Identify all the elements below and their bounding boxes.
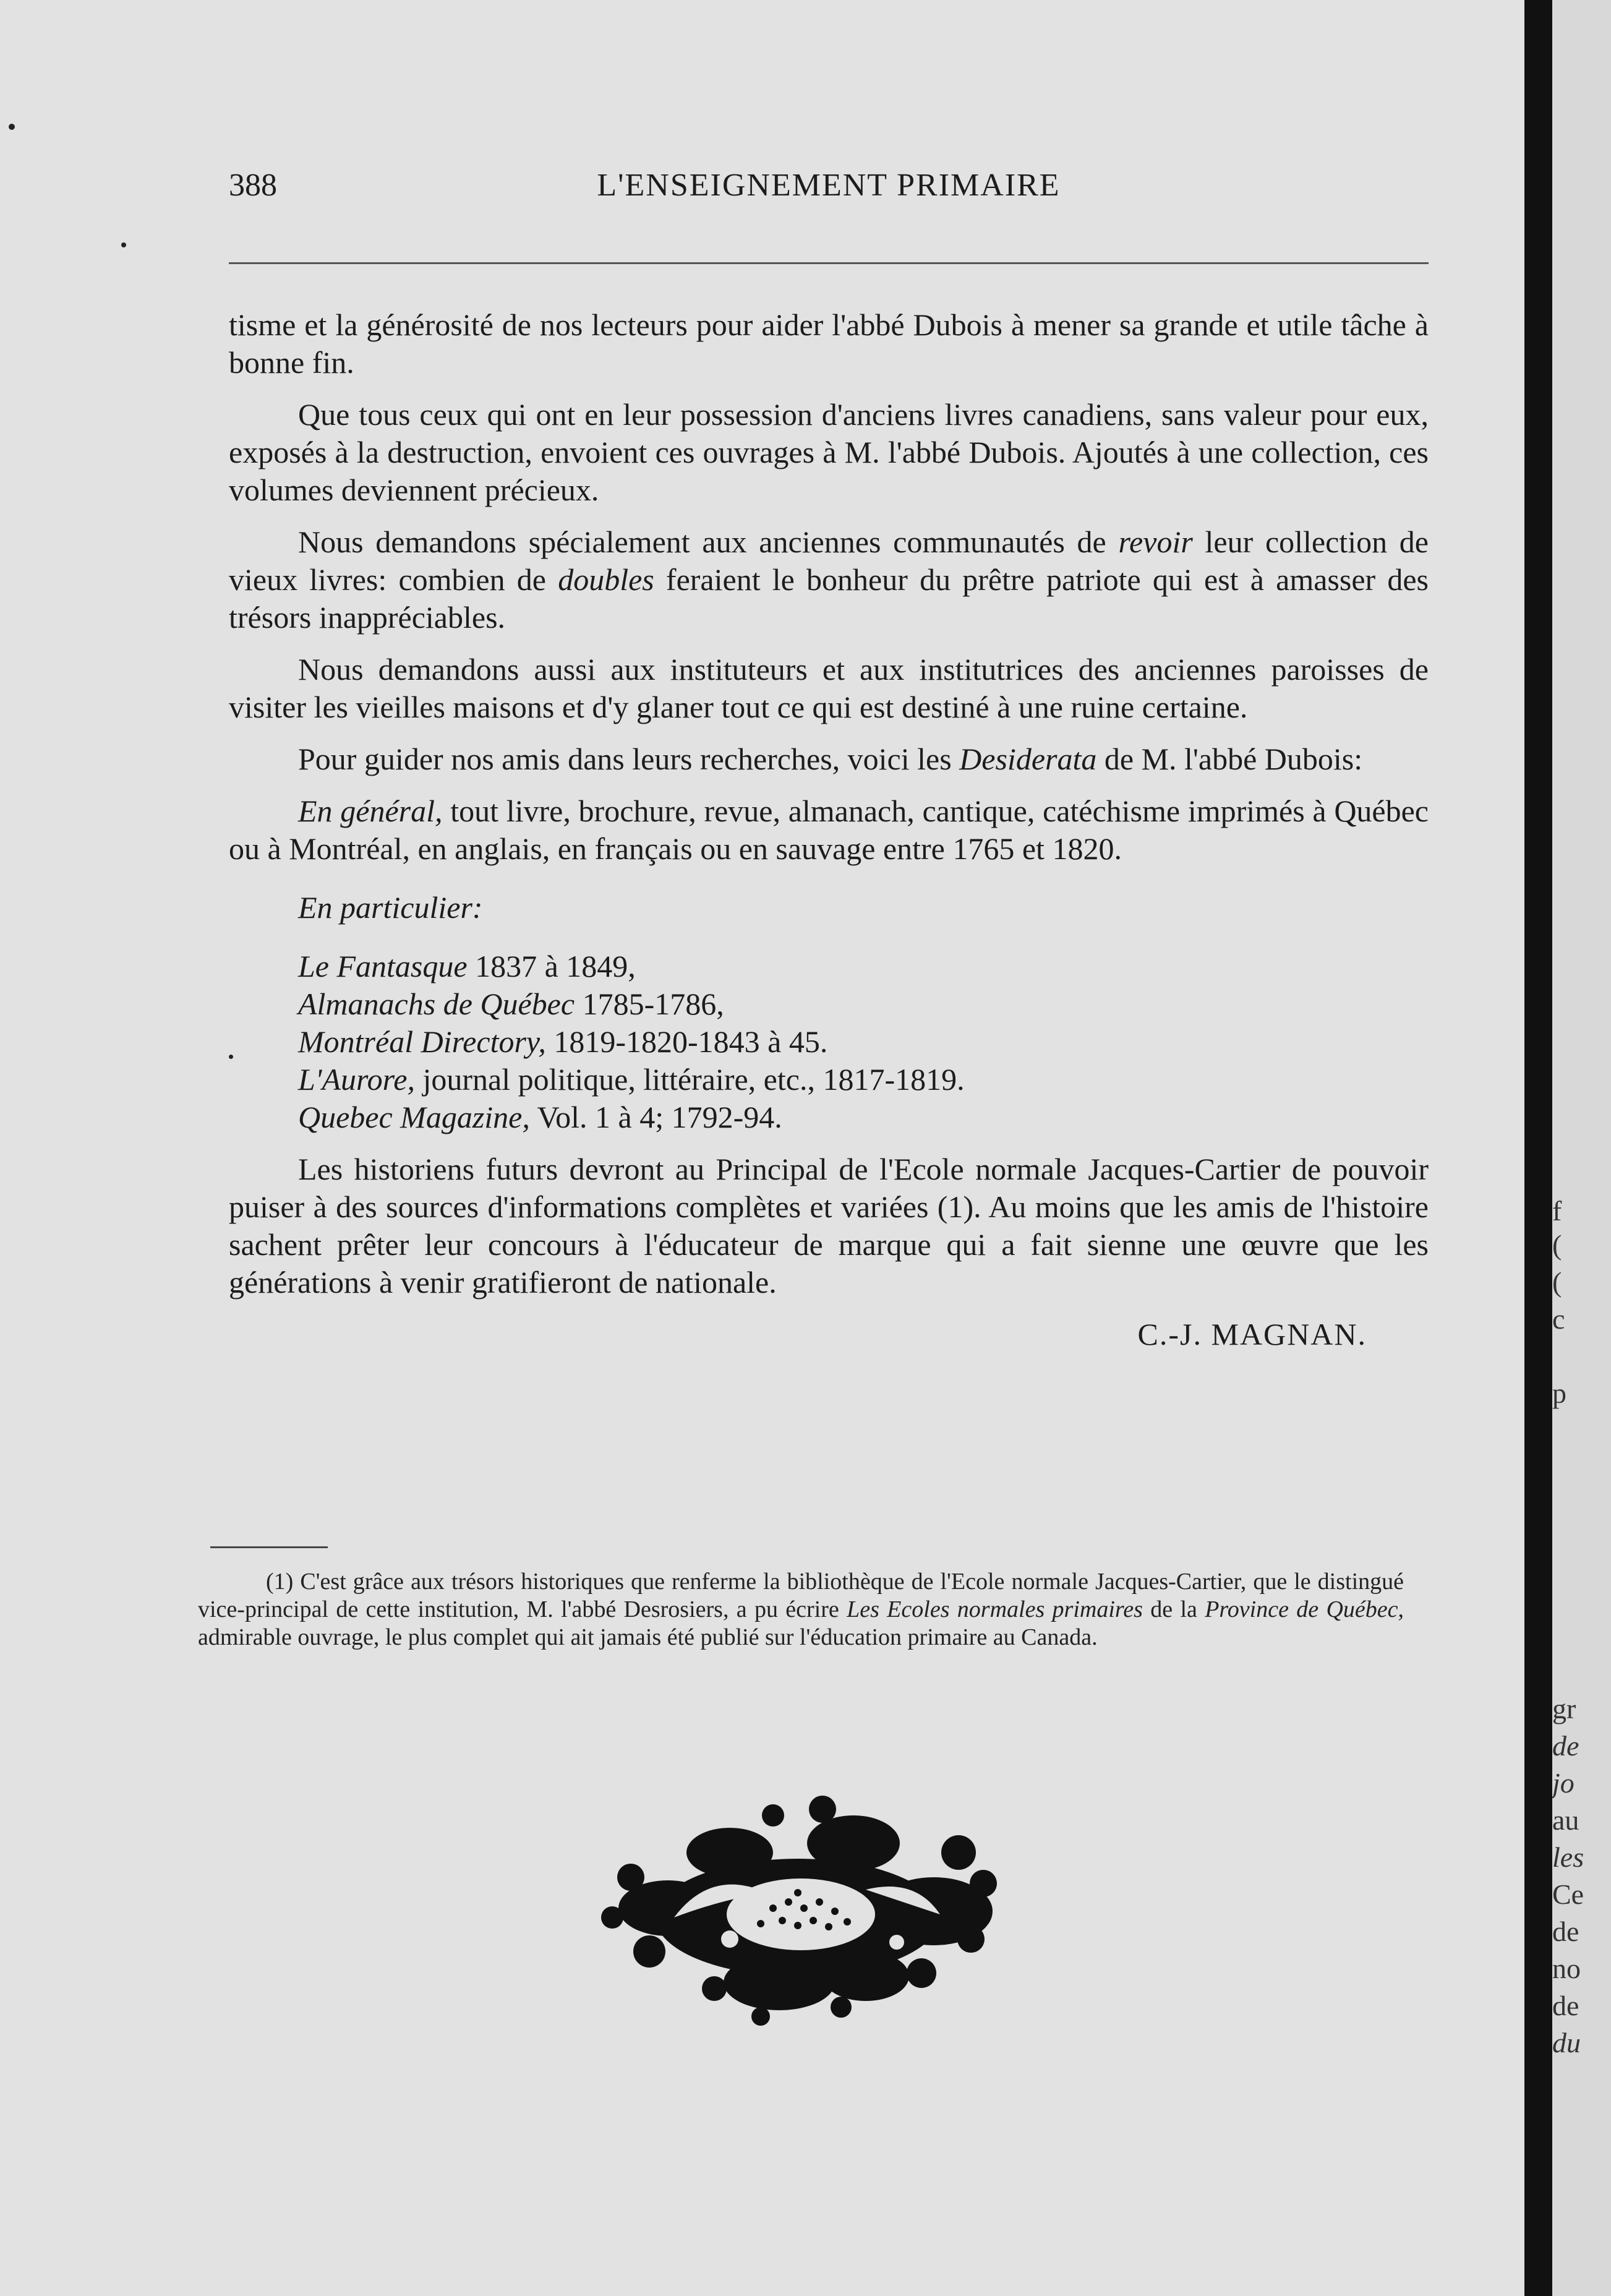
list-item: L'Aurore, journal politique, littéraire, etc., 1817-1819.	[298, 1062, 965, 1097]
paragraph-2: Que tous ceux qui ont en leur possession d'anciens livres canadiens, sans valeur pour eux, exposés à la destruction, envoient ces ouvrages à M. l'abbé Dubois. Ajoutés à une collection, ces volumes deviennent précieux.	[229, 397, 1429, 507]
paragraph-3: Nous demandons spécialement aux anciennes communautés de revoir leur collection de vieux livres: combien de doubles feraient le bonheur du prêtre patriote qui est à amasser des trésors inappréciables.	[229, 525, 1429, 635]
paragraph-8: Les historiens futurs devront au Principal de l'Ecole normale Jacques-Cartier de pouvoir puiser à des sources d'informations complètes et variées (1). Au moins que les amis de l'histoire sachent prêter leur concours à l'éducateur de marque qui a fait sienne une œuvre que les générations à venir gratifieront de nationale.	[229, 1152, 1429, 1300]
paragraph-1: tisme et la générosité de nos lecteurs pour aider l'abbé Dubois à mener sa grande et utile tâche à bonne fin.	[229, 307, 1429, 380]
footnote: (1) C'est grâce aux trésors historiques que renferme la bibliothèque de l'Ecole normale Jacques-Cartier, que le distingué vice-principal de cette institution, M. l'abbé Desrosiers, a pu écrire Les Ecoles normales primaires de la Province de Québec, admirable ouvrage, le plus complet qui ait jamais été publié sur l'éducation primaire au Canada.	[198, 1569, 1404, 1650]
paragraph-4: Nous demandons aussi aux instituteurs et aux institutrices des anciennes paroisses de visiter les vieilles maisons et d'y glaner tout ce qui est destiné à une ruine certaine.	[229, 652, 1429, 724]
footnote-rule	[210, 1546, 328, 1548]
paragraph-7: En particulier:	[298, 890, 483, 925]
running-title: L'ENSEIGNEMENT PRIMAIRE	[597, 168, 1061, 203]
page-number: 388	[229, 168, 277, 203]
facing-page-edge: f ( ( c p gr de jo au les Ce de no de du	[1552, 0, 1611, 2296]
desiderata-list	[298, 948, 1429, 1136]
page-header	[229, 167, 1429, 216]
list-item: Le Fantasque 1837 à 1849,	[298, 949, 636, 983]
author-signature: C.-J. MAGNAN.	[1137, 1317, 1367, 1351]
paragraph-5: Pour guider nos amis dans leurs recherches, voici les Desiderata de M. l'abbé Dubois:	[298, 742, 1363, 776]
article-body	[229, 306, 1429, 1353]
header-rule	[229, 262, 1429, 264]
list-item: Quebec Magazine, Vol. 1 à 4; 1792-94.	[298, 1100, 782, 1134]
list-item: Almanachs de Québec 1785-1786,	[298, 987, 724, 1021]
paragraph-6: En général, tout livre, brochure, revue, almanach, cantique, catéchisme imprimés à Québec ou à Montréal, en anglais, en français ou en sauvage entre 1765 et 1820.	[229, 794, 1429, 866]
book-gutter	[1524, 0, 1552, 2296]
list-item: Montréal Directory, 1819-1820-1843 à 45.	[298, 1024, 828, 1059]
floral-ornament-icon	[575, 1784, 1020, 2032]
